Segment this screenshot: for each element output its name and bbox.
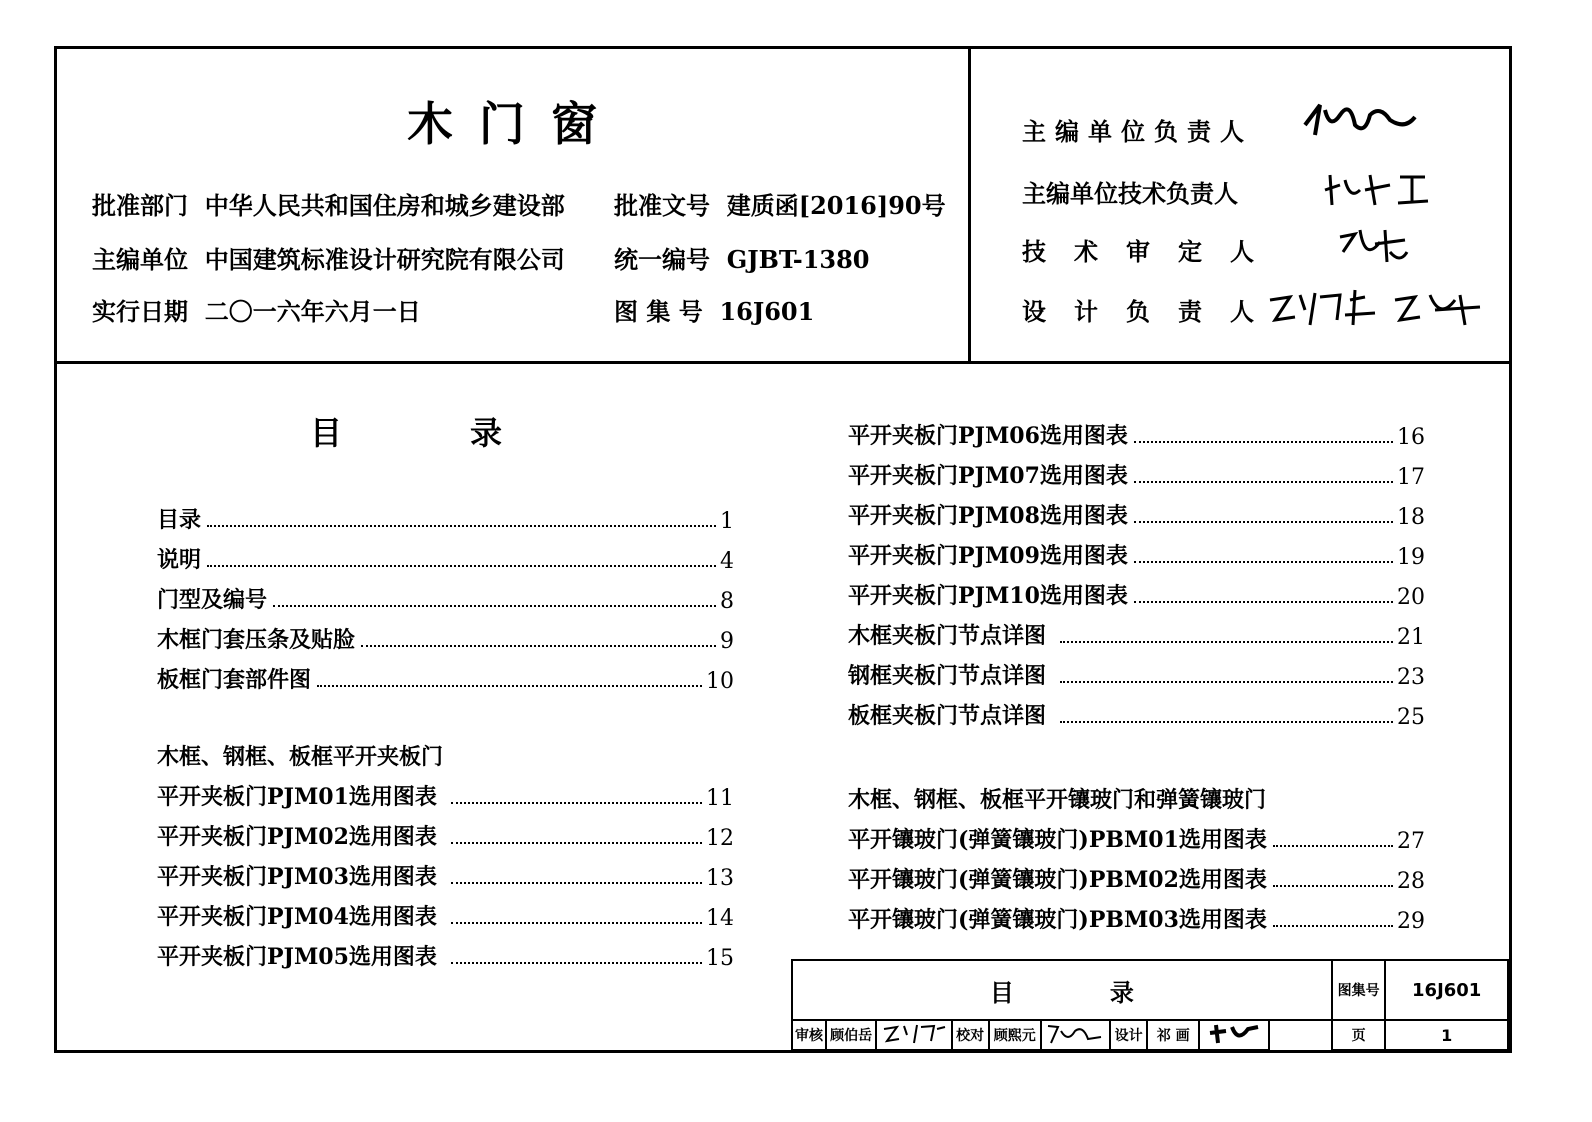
dot-leader <box>451 842 702 844</box>
toc-entry-page: 8 <box>720 589 734 614</box>
toc-entry[interactable] <box>848 410 1425 450</box>
toc-entry[interactable] <box>157 534 734 574</box>
check-label: 校对 <box>952 1020 989 1050</box>
dot-leader <box>361 645 716 647</box>
signature-image <box>1300 95 1420 145</box>
toc-entry-page: 16 <box>1397 425 1425 450</box>
toc-entry[interactable] <box>848 650 1425 690</box>
dot-leader <box>1134 561 1393 563</box>
blank-cell <box>1269 1020 1331 1050</box>
toc-entry-label: 木框夹板门节点详图 <box>848 623 1047 649</box>
signature-image <box>1265 285 1485 330</box>
atlas-value: 16J601 <box>1385 960 1508 1020</box>
resp-tech-chief: 主编单位技术负责人 <box>1022 179 1238 208</box>
toc-entry[interactable] <box>157 811 734 851</box>
dot-leader <box>1273 845 1393 847</box>
dot-leader <box>451 962 702 964</box>
toc-entry[interactable] <box>157 851 734 891</box>
reviewer-name: 顾伯岳 <box>826 1020 876 1050</box>
dot-leader <box>1060 721 1393 723</box>
toc-entry-page: 14 <box>706 906 734 931</box>
title-block-name: 目 录 <box>792 960 1332 1020</box>
toc-right-column <box>848 410 1425 934</box>
toc-entry-label: 平开夹板门PJM09选用图表 <box>848 543 1128 569</box>
meta-editor-unit: 主编单位 中国建筑标准设计研究院有限公司 <box>92 245 565 274</box>
toc-entry-page: 18 <box>1397 505 1425 530</box>
checker-signature <box>1041 1020 1110 1050</box>
toc-entry[interactable] <box>157 771 734 811</box>
dot-leader <box>207 525 716 527</box>
meta-approval-dept: 批准部门 中华人民共和国住房和城乡建设部 <box>92 191 565 220</box>
toc-entry-page: 1 <box>720 509 734 534</box>
signature-image <box>1043 1021 1107 1045</box>
toc-entry-page: 21 <box>1397 625 1425 650</box>
title-block <box>791 959 1509 1051</box>
toc-entry-label: 平开镶玻门(弹簧镶玻门)PBM03选用图表 <box>848 907 1267 933</box>
checker-name: 顾熙元 <box>989 1020 1041 1050</box>
toc-entry-page: 11 <box>706 786 734 811</box>
dot-leader <box>1134 601 1393 603</box>
atlas-label: 图集号 <box>1332 960 1386 1020</box>
toc-entry[interactable] <box>848 570 1425 610</box>
toc-heading: 目 录 <box>310 414 503 452</box>
reviewer-signature <box>876 1020 951 1050</box>
toc-entry-label: 目录 <box>157 507 202 533</box>
toc-section-heading: 木框、钢框、板框平开镶玻门和弹簧镶玻门 <box>848 787 1267 813</box>
toc-entry-label: 平开镶玻门(弹簧镶玻门)PBM01选用图表 <box>848 827 1267 853</box>
resp-chief-unit: 主编单位负责人 <box>1022 117 1253 146</box>
document-title: 木门窗 <box>407 97 623 151</box>
dot-leader <box>1060 641 1393 643</box>
toc-entry-page: 13 <box>706 866 734 891</box>
signature-image <box>1335 222 1415 267</box>
toc-entry-label: 平开夹板门PJM03选用图表 <box>157 864 437 890</box>
toc-entry-page: 28 <box>1397 869 1425 894</box>
toc-entry-label: 板框夹板门节点详图 <box>848 703 1047 729</box>
toc-entry-label: 平开夹板门PJM08选用图表 <box>848 503 1128 529</box>
toc-entry-label: 平开夹板门PJM06选用图表 <box>848 423 1128 449</box>
toc-entry-label: 平开夹板门PJM10选用图表 <box>848 583 1128 609</box>
page-value: 1 <box>1385 1020 1508 1050</box>
toc-entry[interactable] <box>848 450 1425 490</box>
toc-entry-page: 17 <box>1397 465 1425 490</box>
signature-image <box>1204 1021 1264 1045</box>
toc-entry[interactable] <box>848 490 1425 530</box>
meta-unified-no: 统一编号 GJBT-1380 <box>614 245 870 274</box>
dot-leader <box>1060 681 1393 683</box>
toc-entry-label: 平开夹板门PJM05选用图表 <box>157 944 437 970</box>
dot-leader <box>451 922 702 924</box>
toc-entry-label: 平开夹板门PJM04选用图表 <box>157 904 437 930</box>
toc-entry[interactable] <box>157 931 734 971</box>
toc-entry-page: 9 <box>720 629 734 654</box>
toc-entry[interactable] <box>848 854 1425 894</box>
meta-effective-date: 实行日期 二〇一六年六月一日 <box>92 297 421 326</box>
dot-leader <box>317 685 702 687</box>
toc-entry[interactable] <box>848 814 1425 854</box>
header-divider <box>54 361 1512 364</box>
dot-leader <box>1134 481 1393 483</box>
toc-entry-page: 4 <box>720 549 734 574</box>
toc-entry-page: 10 <box>706 669 734 694</box>
dot-leader <box>1134 521 1393 523</box>
dot-leader <box>207 565 716 567</box>
toc-entry-page: 23 <box>1397 665 1425 690</box>
toc-entry[interactable] <box>848 530 1425 570</box>
toc-entry-page: 12 <box>706 826 734 851</box>
toc-entry[interactable] <box>157 654 734 694</box>
toc-entry[interactable] <box>848 894 1425 934</box>
toc-entry-page: 25 <box>1397 705 1425 730</box>
resp-design-lead: 设计负责人 <box>1022 297 1282 326</box>
dot-leader <box>1134 441 1393 443</box>
dot-leader <box>273 605 716 607</box>
meta-atlas-no: 图 集 号 16J601 <box>614 297 815 326</box>
toc-entry[interactable] <box>157 494 734 534</box>
toc-entry-label: 说明 <box>157 547 202 573</box>
review-label: 审核 <box>792 1020 826 1050</box>
signature-image <box>879 1021 949 1045</box>
toc-entry-page: 29 <box>1397 909 1425 934</box>
toc-entry[interactable] <box>157 574 734 614</box>
dot-leader <box>451 802 702 804</box>
toc-entry-label: 平开镶玻门(弹簧镶玻门)PBM02选用图表 <box>848 867 1267 893</box>
toc-entry-page: 27 <box>1397 829 1425 854</box>
toc-entry-page: 20 <box>1397 585 1425 610</box>
toc-entry-label: 板框门套部件图 <box>157 667 312 693</box>
toc-entry-label: 平开夹板门PJM02选用图表 <box>157 824 437 850</box>
dot-leader <box>1273 885 1393 887</box>
signature-image <box>1320 165 1430 210</box>
meta-approval-no: 批准文号 建质函[2016]90号 <box>614 191 946 220</box>
resp-reviewer: 技术审定人 <box>1022 237 1282 266</box>
designer-signature <box>1199 1020 1269 1050</box>
toc-entry-page: 19 <box>1397 545 1425 570</box>
toc-entry-label: 平开夹板门PJM01选用图表 <box>157 784 437 810</box>
toc-entry-label: 木框门套压条及贴脸 <box>157 627 356 653</box>
toc-section-heading: 木框、钢框、板框平开夹板门 <box>157 744 444 770</box>
toc-left-column <box>157 494 734 971</box>
toc-entry[interactable] <box>157 614 734 654</box>
toc-entry[interactable] <box>157 891 734 931</box>
toc-entry-page: 15 <box>706 946 734 971</box>
designer-name: 祁 画 <box>1147 1020 1199 1050</box>
design-label: 设计 <box>1110 1020 1147 1050</box>
toc-entry[interactable] <box>848 610 1425 650</box>
dot-leader <box>1273 925 1393 927</box>
page-label: 页 <box>1332 1020 1386 1050</box>
toc-entry-label: 门型及编号 <box>157 587 268 613</box>
toc-entry-label: 钢框夹板门节点详图 <box>848 663 1047 689</box>
toc-entry-label: 平开夹板门PJM07选用图表 <box>848 463 1128 489</box>
toc-entry[interactable] <box>848 690 1425 730</box>
dot-leader <box>451 882 702 884</box>
